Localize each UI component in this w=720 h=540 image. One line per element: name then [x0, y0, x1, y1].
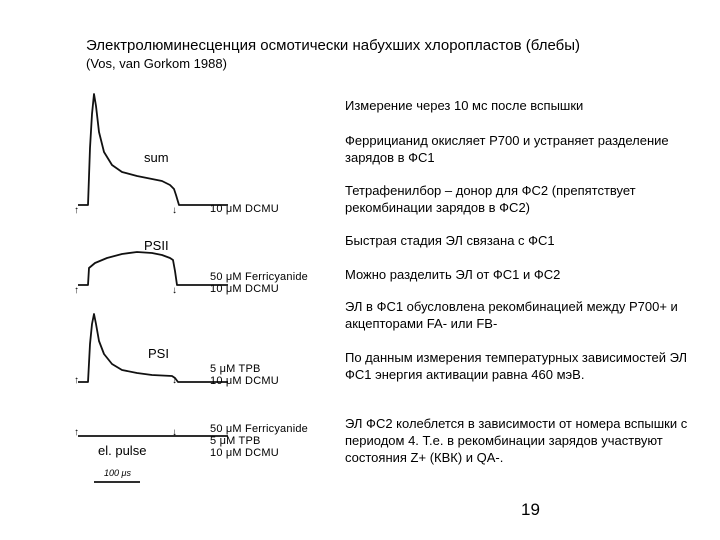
slide-title: Электролюминесценция осмотически набухших хлоропластов (блебы): [86, 37, 580, 54]
cond-pulse-tpb: 5 μM TPB: [210, 435, 261, 447]
page-number: 19: [521, 500, 540, 519]
note-tetraphenylboron: Тетрафенилбор – донор для ФС2 (препятствует рекомбинации зарядов в ФС2): [345, 183, 636, 215]
cond-psi-dcmu: 10 μM DCMU: [210, 375, 279, 387]
cond-psi-tpb: 5 μM TPB: [210, 363, 261, 375]
note-psi-recombination: ЭЛ в ФС1 обусловлена рекомбинацией между P700+ и акцепторами FA- или FB-: [345, 299, 678, 331]
arrow-off-sum: ↓: [172, 205, 177, 216]
arrow-on-psi: ↑: [74, 375, 79, 386]
scale-bar-label: 100 μs: [104, 468, 131, 478]
cond-pulse-dcmu: 10 μM DCMU: [210, 447, 279, 459]
trace-psii-curve: [78, 252, 228, 285]
cond-psii-dcmu: 10 μM DCMU: [210, 283, 279, 295]
note-ferricyanide: Феррицианид окисляет P700 и устраняет разделение зарядов в ФС1: [345, 133, 669, 165]
note-separation: Можно разделить ЭЛ от ФС1 и ФС2: [345, 267, 561, 282]
cond-sum-dcmu: 10 μM DCMU: [210, 203, 279, 215]
citation: (Vos, van Gorkom 1988): [86, 56, 227, 71]
note-measurement: Измерение через 10 мс после вспышки: [345, 98, 584, 113]
arrow-on-sum: ↑: [74, 205, 79, 216]
trace-label-el-pulse: el. pulse: [98, 443, 147, 458]
arrow-off-psii: ↓: [172, 285, 177, 296]
note-activation-energy: По данным измерения температурных зависимостей ЭЛ ФС1 энергия активации равна 460 мэВ.: [345, 350, 688, 382]
luminescence-figure: [62, 88, 332, 488]
trace-label-psii: PSII: [144, 238, 169, 253]
arrow-on-psii: ↑: [74, 285, 79, 296]
cond-psii-ferricyanide: 50 μM Ferricyanide: [210, 271, 308, 283]
note-psii-oscillation: ЭЛ ФС2 колеблется в зависимости от номера вспышки с периодом 4. Т.е. в рекомбинации зарядов участвуют состояния Z+ (КВК) и QA-.: [345, 416, 688, 465]
cond-pulse-ferricyanide: 50 μM Ferricyanide: [210, 423, 308, 435]
note-fast-stage: Быстрая стадия ЭЛ связана с ФС1: [345, 233, 555, 248]
arrow-off-psi: ↓: [172, 375, 177, 386]
trace-label-psi: PSI: [148, 346, 169, 361]
trace-label-sum: sum: [144, 150, 169, 165]
arrow-on-pulse: ↑: [74, 427, 79, 438]
arrow-off-pulse: ↓: [172, 427, 177, 438]
